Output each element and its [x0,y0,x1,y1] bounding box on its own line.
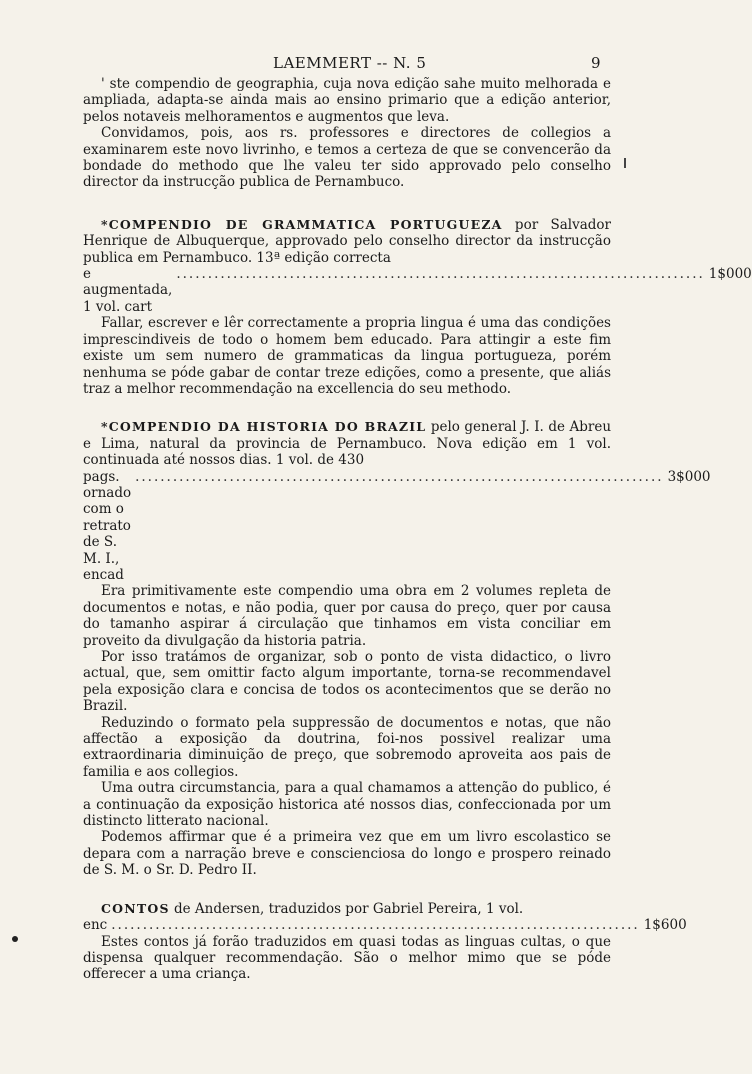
historia-paragraph-4: Uma outra circumstancia, para a qual chamamos a attenção do publico, é a continuação da exposição historica até nossos dias, confeccionada por um distincto litterato nacional. [83,780,611,830]
grammatica-description: Fallar, escrever e lêr correctamente a propria lingua é uma das condições imprescindiveis de todo o homem bem educado. Para attingir a este fim existe um sem numero de grammaticas da lingua portugueza, porém nenhuma se póde gabar de contar treze edições, como a presente, que aliás traz a melhor recommendação na excellencia do seu methodo. [83,315,611,397]
contos-price-text: enc [83,917,108,934]
entry-historia [83,419,711,879]
intro-paragraph-2: Convidamos, pois, aos rs. professores e directores de collegios a examinarem este novo livrinho, e temos a certeza de que se convencerão da bondade do methodo que lhe valeu ter sido approvado pelo conselho director da instrucção publica de Pernambuco. [83,125,611,191]
leader-dots: .................................................................................... [111,917,640,934]
grammatica-price: 1$000 [708,266,752,283]
entry-contos [83,900,687,983]
historia-price-text: pags. ornado com o retrato de S. M. I., encad [83,468,132,583]
contos-lead-text: de Andersen, traduzidos por Gabriel Pereira, 1 vol. [173,900,524,917]
historia-price-line [83,468,711,584]
grammatica-price-text: e augmentada, 1 vol. cart [83,266,173,315]
running-head [83,46,611,76]
contos-heading: CONTOS [101,900,170,916]
page-number: 9 [590,54,601,72]
historia-paragraph-2: Por isso tratámos de organizar, sob o ponto de vista didactico, o livro actual, que, sem omittir facto algum importante, torna-se recommendavel pela exposição clara e concisa de todos os acontecimentos que se derão no Brazil. [83,649,611,715]
contos-lead [83,901,611,917]
page [83,46,752,983]
grammatica-lead [83,217,611,266]
margin-dot [12,936,18,942]
grammatica-price-line [83,266,752,315]
historia-paragraph-3: Reduzindo o formato pela suppressão de documentos e notas, que não affectão a exposição da doutrina, foi-nos possivel realizar uma extraordinaria diminuição de preço, que sobremodo aproveita aos pais de familia e aos collegios. [83,714,611,780]
leader-dots: .................................................................................... [135,468,664,485]
entry-grammatica [83,216,752,397]
running-head-title: LAEMMERT -- N. 5 [273,54,427,72]
contos-price-line [83,917,687,934]
margin-mark [624,158,626,168]
contos-price: 1$600 [643,917,687,934]
historia-paragraph-5: Podemos affirmar que é a primeira vez que em um livro escolastico se depara com a narração breve e conscienciosa do longo e prospero reinado de S. M. o Sr. D. Pedro II. [83,829,611,879]
grammatica-lead-text: por Salvador Henrique de Albuquerque, approvado pelo conselho director da instrucção publica em Pernambuco. 13ª edição correcta [83,216,612,266]
intro-paragraph-1: ' ste compendio de geographia, cuja nova edição sahe muito melhorada e ampliada, adapta-se ainda mais ao ensino primario que a edição anterior, pelos notaveis melhoramentos e augmentos que leva. [83,76,611,125]
leader-dots: .................................................................................... [176,266,705,283]
historia-paragraph-1: Era primitivamente este compendio uma obra em 2 volumes repleta de documentos e notas, e não podia, quer por causa do preço, quer por causa do tamanho aspirar á circulação que tinhamos em vista conciliar em proveito da divulgação da historia patria. [83,583,611,649]
historia-lead-text: pelo general J. I. de Abreu e Lima, natural da provincia de Pernambuco. Nova edição em 1 vol. continuada até nossos dias. 1 vol. de 430 [83,419,612,469]
historia-heading: *COMPENDIO DA HISTORIA DO BRAZIL [101,419,427,435]
historia-lead [83,419,611,468]
grammatica-heading: *COMPENDIO DE GRAMMATICA PORTUGUEZA [101,216,503,232]
historia-price: 3$000 [667,468,711,485]
contos-description: Estes contos já forão traduzidos em quasi todas as linguas cultas, o que dispensa qualquer recommendação. São o melhor mimo que se póde offerecer a uma criança. [83,933,611,983]
